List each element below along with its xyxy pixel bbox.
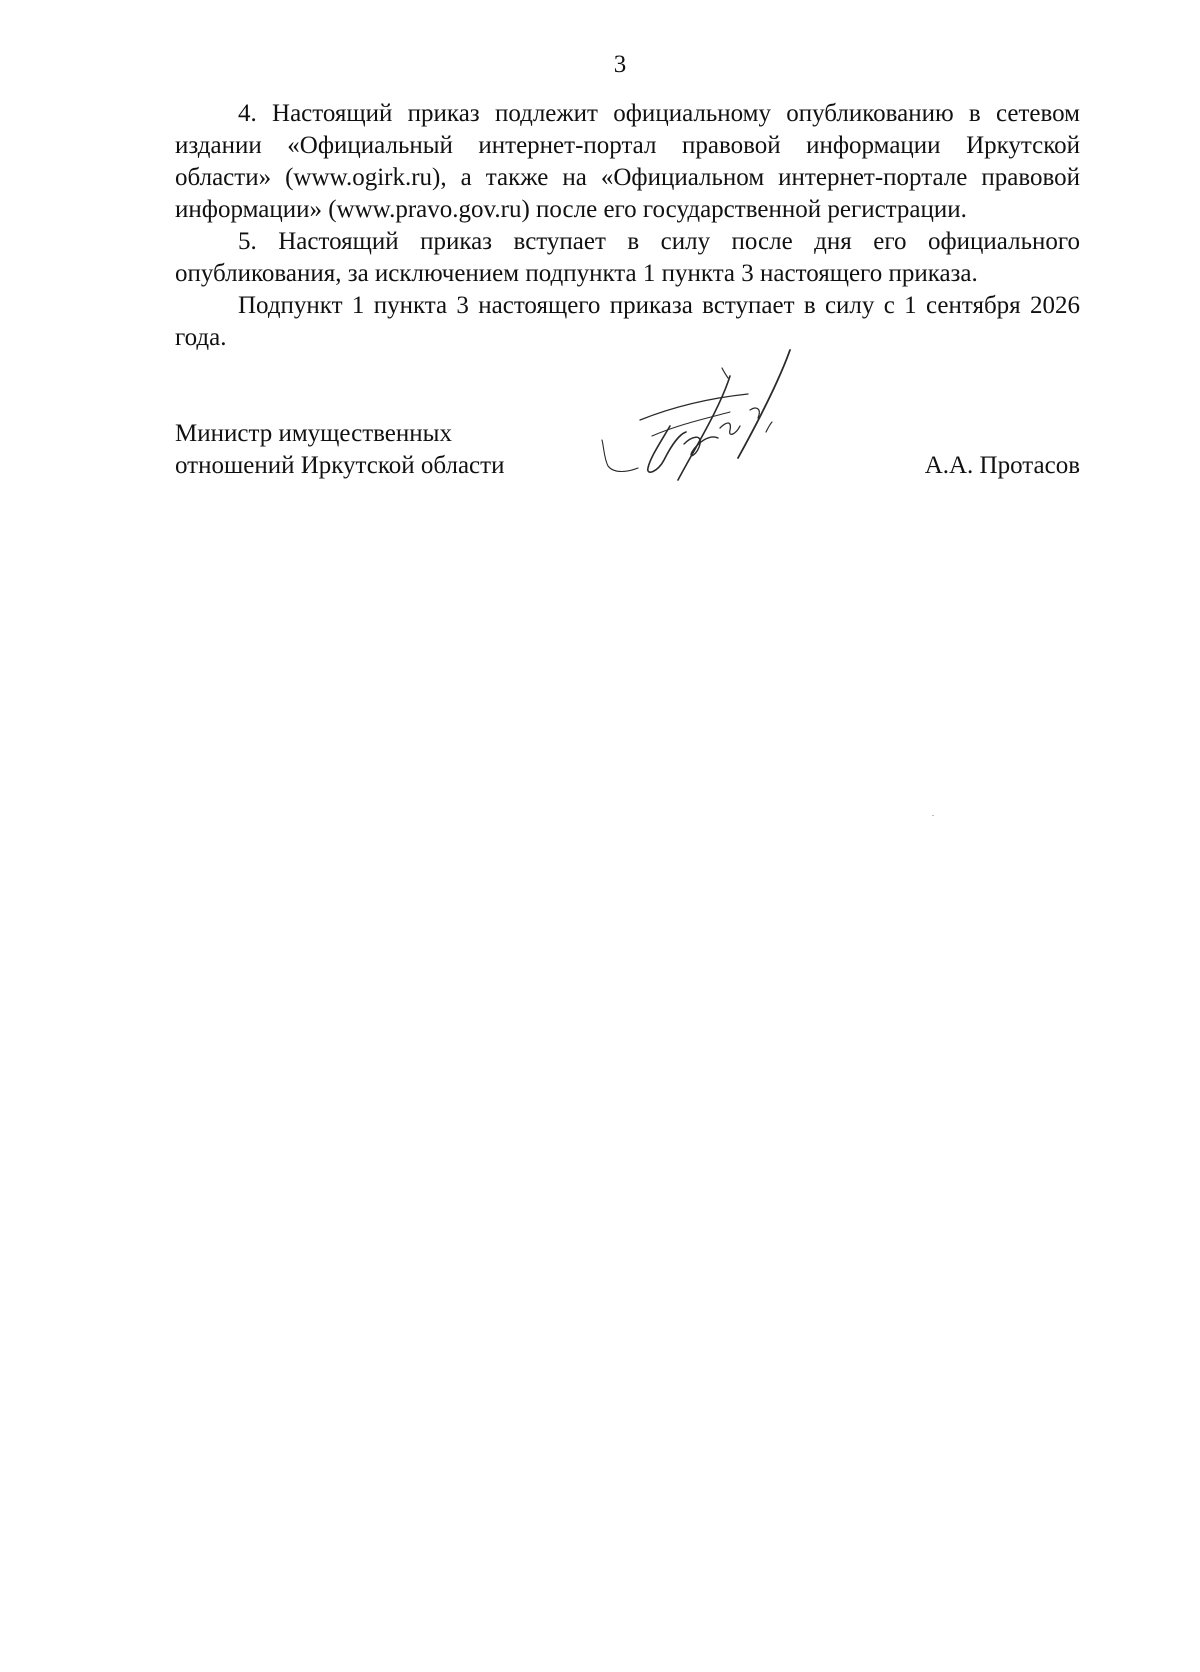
- paragraph-item-5: 5. Настоящий приказ вступает в силу после дня его официального опубликования, за исключением подпункта 1 пункта 3 настоящего приказа.: [175, 228, 1080, 287]
- signer-position: [175, 418, 575, 482]
- signer-name: А.А. Протасов: [924, 452, 1080, 479]
- handwritten-signature: [580, 348, 820, 498]
- paragraph-subitem-note: Подпункт 1 пункта 3 настоящего приказа вступает в силу с 1 сентября 2026 года.: [175, 292, 1080, 351]
- scan-artifact: [932, 815, 934, 816]
- page-number: 3: [613, 51, 627, 78]
- signer-position-line-1: Министр имущественных: [175, 420, 452, 447]
- document-body: [175, 98, 1080, 354]
- signer-position-line-2: отношений Иркутской области: [175, 452, 505, 479]
- paragraph-item-4: 4. Настоящий приказ подлежит официальному опубликованию в сетевом издании «Официальный интернет-портал правовой информации Иркутской области» (www.ogirk.ru), а также на «Официальном интернет-портале правовой информации» (www.pravo.gov.ru) после его государственной регистрации.: [175, 100, 1080, 223]
